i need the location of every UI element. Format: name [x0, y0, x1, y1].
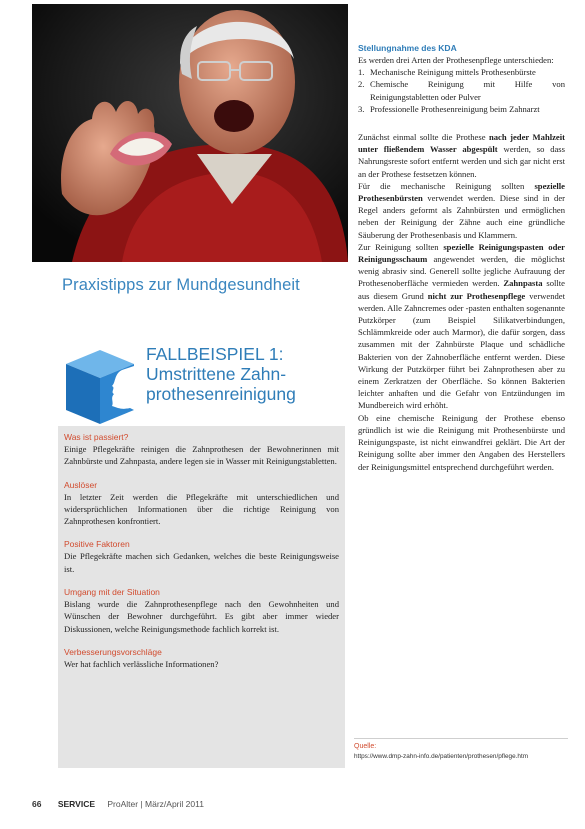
text-run: Zur Reinigung sollten [358, 241, 444, 252]
bold-run: spezielle Reinigungspasten oder Reinigungsschaum [358, 241, 565, 265]
case-text: In letzter Zeit werden die Pflegekräfte mit unterschiedlichen und widersprüchlichen Informationen über die richtige Reinigung von Zahnprothesen konfrontiert. [64, 491, 339, 527]
paragraph-brushes [358, 180, 565, 241]
text-run: Zunächst einmal sollte die Prothese [358, 132, 489, 143]
case-text: Wer hat fachlich verlässliche Informationen? [64, 658, 219, 669]
photo-illustration [32, 4, 348, 262]
case-block-handling [64, 586, 339, 635]
list-item [358, 103, 565, 115]
list-text: Professionelle Prothesenreinigung beim Zahnarzt [370, 103, 540, 114]
case-label: Positive Faktoren [64, 539, 130, 550]
paragraph-pastes [358, 241, 565, 412]
source-box [354, 738, 568, 768]
footer-section: SERVICE [57, 799, 96, 809]
case-block-improvements [64, 646, 339, 670]
list-item [358, 66, 565, 78]
section-title: Praxistipps zur Mundgesundheit [62, 276, 300, 294]
case-study-heading [146, 344, 346, 404]
case-text: Einige Pflegekräfte reinigen die Zahnprothesen der Bewohnerinnen mit Zahnbürste und Zahnpasta, andere legen sie in Wasser mit Reinigungstabletten. [64, 444, 339, 467]
bold-run: nach jeder Mahlzeit unter fließendem Wasser abgespült [358, 132, 565, 155]
cube-profile-graphic [60, 344, 138, 426]
case-study-box [58, 426, 345, 768]
source-link[interactable]: https://www.dmp-zahn-info.de/patienten/prothesen/pflege.htm [354, 753, 529, 760]
footer-publication: ProAlter | März/April 2011 [107, 799, 204, 809]
text-run: sollte aus diesem Grund [358, 278, 565, 301]
bold-run: Zahnpasta [503, 278, 543, 289]
statement-list [358, 66, 565, 115]
case-block-trigger [64, 479, 339, 528]
case-heading-line-2: Umstrittene Zahn- [146, 364, 287, 384]
case-label: Auslöser [64, 479, 98, 490]
list-number: 1. [358, 67, 365, 78]
list-item [358, 78, 565, 102]
case-label: Verbesserungsvorschläge [64, 646, 162, 657]
text-run: Für die mechanische Reinigung sollten [358, 180, 535, 191]
source-label: Quelle: [354, 743, 377, 750]
bold-run: spezielle Prothesenbürsten [358, 180, 565, 204]
case-heading-line-1: FALLBEISPIEL 1: [146, 344, 284, 364]
list-number: 2. [358, 79, 365, 90]
paragraph-chemical: Ob eine chemische Reinigung der Prothese ebenso gründlich ist wie die Reinigung mit Prothesenbürste und Reinigungspaste, ist nicht einwandfrei geklärt. Die Art der Reinigung sollte aber immer den Angaben des Herstellers der Reinigungsmittel entsprechend durchgeführt werden. [358, 412, 565, 472]
case-heading-line-3: prothesenreinigung [146, 384, 296, 404]
bold-run: nicht zur Prothesenpflege [427, 290, 526, 301]
case-text: Bislang wurde die Zahnprothesenpflege nach den Gewohnheiten und Wünschen der Bewohner durchgeführt. Es gibt aber immer wieder Diskussionen, welche Reinigungsmethode fachlich korrekt ist. [64, 599, 339, 634]
list-text: Mechanische Reinigung mittels Prothesenbürste [370, 67, 536, 78]
body-text [358, 131, 565, 473]
statement-heading: Stellungnahme des KDA [358, 43, 457, 53]
list-number: 3. [358, 103, 365, 114]
case-label: Was ist passiert? [64, 432, 129, 442]
text-run: verwendet werden. Diese sind in der Regel anders geformt als Zahnbürsten und ermöglichen neben der Reinigung der Zähne auch eine gründliche Säuberung der Prothesenbasis und Klammern. [358, 193, 565, 240]
text-run: verwendet werden. Alle Zahncremes oder -pasten enthalten sogenannte Putzkörper (zum Beispiel Silikatverbindungen, Schlämmkreide oder auch Marmor), die dafür sorgen, dass zusammen mit der Zahnbürste Plaque und schädliche Bakterien von der Zahnoberfläche entfernt werden. Diese Wirkung der Putzkörper führt bei Zahnprothesen aber zu einem Zerkratzen der Oberfläche. So können Bakterien leichter anhaften und die Gefahr von Entzündungen im Mundbereich wird erhöht. [358, 290, 565, 411]
page-footer [32, 798, 392, 810]
text-run: angewendet werden, die möglichst wenig abrasiv sind. Generell sollte jegliche Aufrauung der Prothesenoberfläche vermieden werden. [358, 254, 565, 289]
list-text: Chemische Reinigung mit Hilfe von Reinigungstabletten oder Pulver [370, 79, 565, 102]
case-label: Umgang mit der Situation [64, 587, 160, 598]
text-run: werden, so dass Nahrungsreste sofort entfernt werden und sich gar nicht erst an der Prothese festsetzen können. [358, 144, 565, 179]
case-text: Die Pflegekräfte machen sich Gedanken, welches die beste Reinigungsweise ist. [64, 551, 339, 574]
case-block-what-happened [64, 431, 339, 468]
case-block-positive-factors [64, 538, 339, 575]
page-number: 66 [32, 799, 42, 809]
statement-intro: Es werden drei Arten der Prothesenpflege unterschieden: [358, 55, 554, 65]
cube-profile-icon [60, 344, 138, 426]
paragraph-rinse [358, 131, 565, 180]
photo-elderly-man-with-denture [32, 4, 348, 262]
right-column [358, 42, 565, 473]
